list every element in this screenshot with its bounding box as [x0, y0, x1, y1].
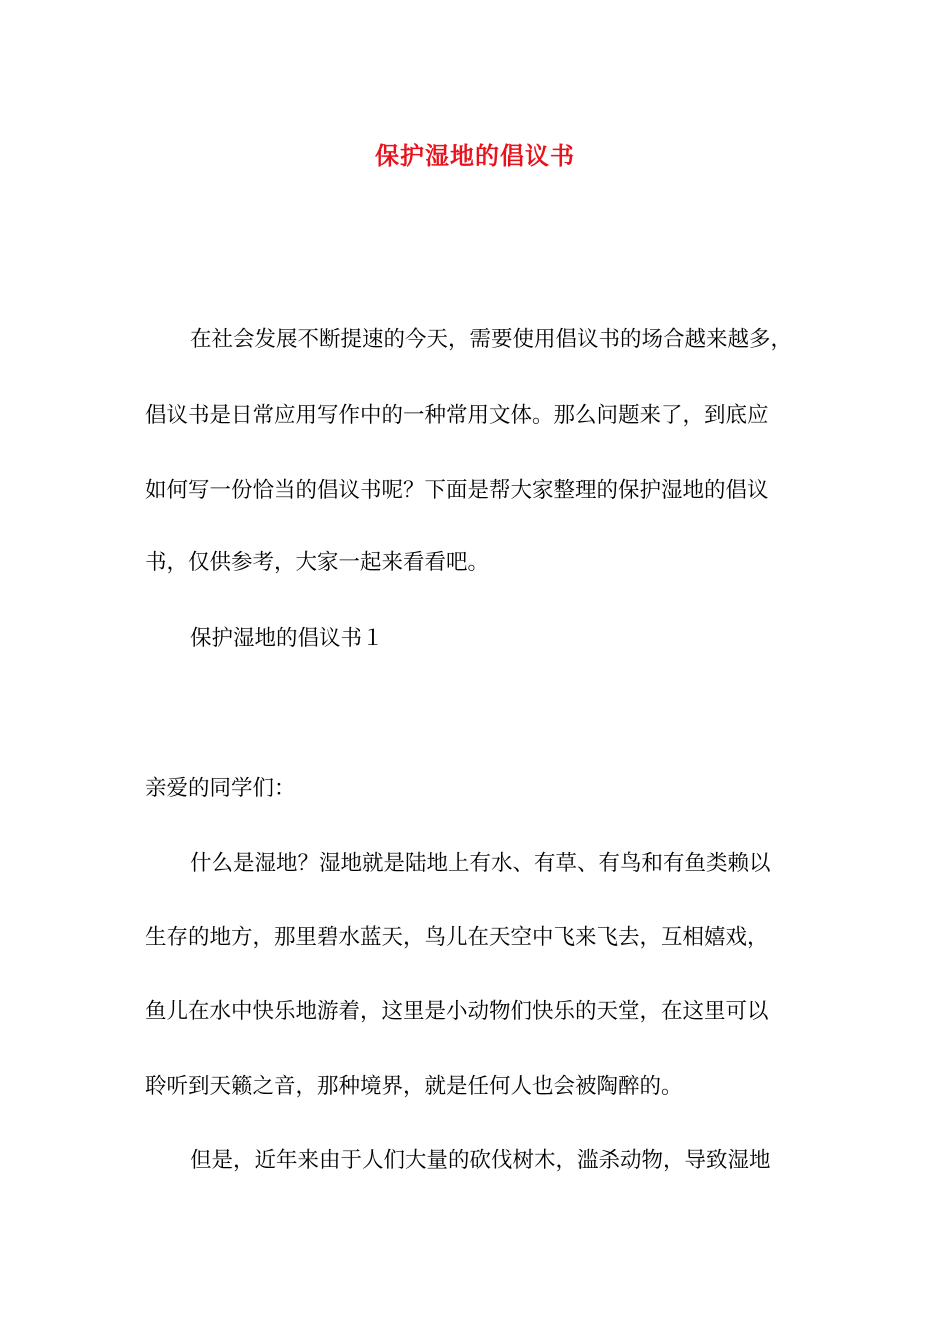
- paragraph-line-1: 什么是湿地？湿地就是陆地上有水、有草、有鸟和有鱼类赖以: [190, 851, 771, 876]
- paragraph-line-4: 聆听到天籁之音，那种境界，就是任何人也会被陶醉的。: [145, 1074, 683, 1099]
- intro-line-3: 如何写一份恰当的倡议书呢？下面是帮大家整理的保护湿地的倡议: [145, 478, 769, 503]
- intro-line-1: 在社会发展不断提速的今天，需要使用倡议书的场合越来越多，: [190, 327, 793, 352]
- paragraph-line-3: 鱼儿在水中快乐地游着，这里是小动物们快乐的天堂，在这里可以: [145, 999, 769, 1024]
- document-title: 保护湿地的倡议书: [375, 141, 575, 170]
- paragraph-line-5: 但是，近年来由于人们大量的砍伐树木，滥杀动物，导致湿地: [190, 1148, 771, 1173]
- paragraph-line-2: 生存的地方，那里碧水蓝天，鸟儿在天空中飞来飞去，互相嬉戏，: [145, 925, 769, 950]
- intro-line-2: 倡议书是日常应用写作中的一种常用文体。那么问题来了，到底应: [145, 403, 769, 428]
- section-heading-1: 保护湿地的倡议书１: [190, 626, 384, 651]
- salutation: 亲爱的同学们：: [145, 776, 296, 801]
- intro-line-4: 书，仅供参考，大家一起来看看吧。: [145, 550, 490, 575]
